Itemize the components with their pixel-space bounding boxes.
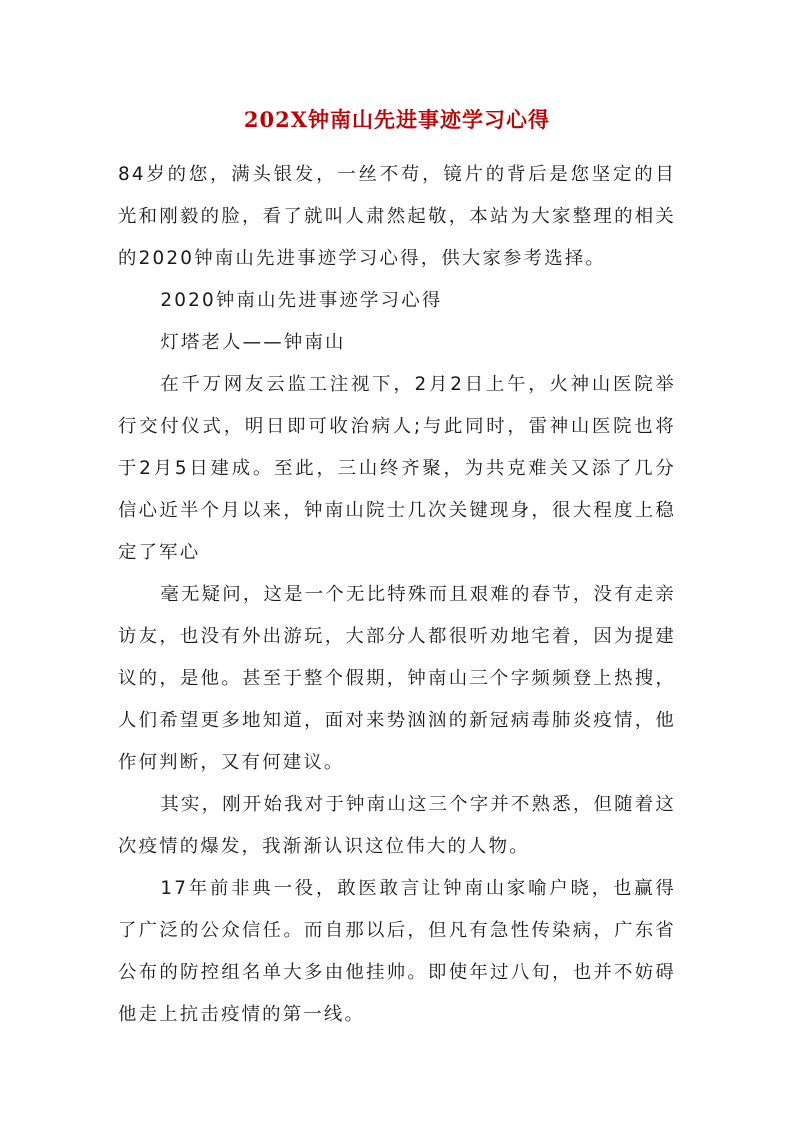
intro-paragraph: 84岁的您，满头银发，一丝不苟，镜片的背后是您坚定的目光和刚毅的脸，看了就叫人肃然起敬，本站为大家整理的相关的2020钟南山先进事迹学习心得，供大家参考选择。 — [118, 164, 676, 269]
document-title: 202X钟南山先进事迹学习心得 — [243, 107, 551, 132]
body-paragraph: 17年前非典一役，敢医敢言让钟南山家喻户晓，也赢得了广泛的公众信任。而自那以后，但凡有急性传染病，广东省公布的防控组名单大多由他挂帅。即使年过八旬，也并不妨碍他走上抗击疫情的第一线。 — [118, 878, 676, 1025]
body-paragraph: 在千万网友云监工注视下，2月2日上午，火神山医院举行交付仪式，明日即可收治病人;与此同时，雷神山医院也将于2月5日建成。至此，三山终齐聚，为共克难关又添了几分信心近半个月以来，钟南山院士几次关键现身，很大程度上稳定了军心 — [118, 374, 676, 563]
document-body — [118, 154, 676, 1036]
body-paragraph: 毫无疑问，这是一个无比特殊而且艰难的春节，没有走亲访友，也没有外出游玩，大部分人都很听劝地宅着，因为提建议的，是他。甚至于整个假期，钟南山三个字频频登上热搜，人们希望更多地知道，面对来势汹汹的新冠病毒肺炎疫情，他作何判断，又有何建议。 — [118, 584, 676, 773]
section-heading: 2020钟南山先进事迹学习心得 — [160, 290, 443, 311]
section-subheading: 灯塔老人——钟南山 — [160, 332, 346, 353]
body-paragraph: 其实，刚开始我对于钟南山这三个字并不熟悉，但随着这次疫情的爆发，我渐渐认识这位伟大的人物。 — [118, 794, 676, 857]
